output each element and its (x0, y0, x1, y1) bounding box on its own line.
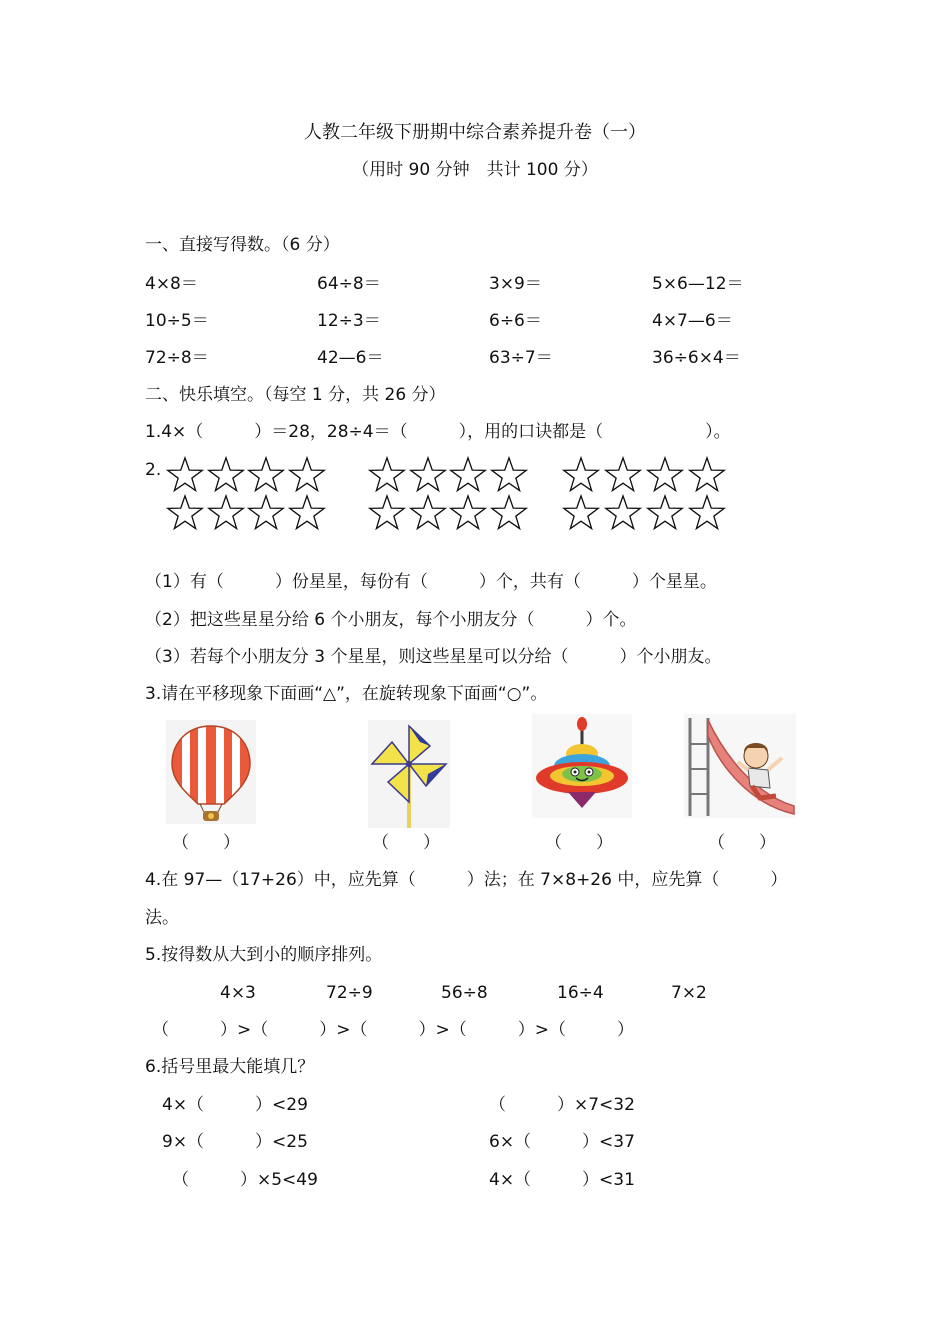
star-icon (207, 494, 245, 532)
star-icon (368, 456, 406, 494)
section1-heading: 一、直接写得数。（6 分） (145, 235, 340, 255)
star-icon (646, 494, 684, 532)
star-icon (409, 456, 447, 494)
q5-order-blanks[interactable]: （ ）>（ ）>（ ）>（ ）>（ ） (152, 1020, 634, 1040)
calc-item: 12÷3＝ (317, 311, 381, 331)
hot-air-balloon-icon (166, 720, 256, 824)
star-icon (562, 456, 600, 494)
question-4-line-1: 4.在 97—（17+26）中，应先算（ ）法；在 7×8+26 中，应先算（ ） (145, 870, 788, 890)
star-icon (490, 494, 528, 532)
star-icon (247, 456, 285, 494)
star-icon (688, 494, 726, 532)
star-icon (490, 456, 528, 494)
calc-item: 5×6—12＝ (652, 274, 744, 294)
q6-item[interactable]: 4×（ ）<29 (162, 1095, 308, 1115)
star-icon (207, 456, 245, 494)
q5-item: 72÷9 (326, 983, 373, 1003)
q3-blank-4[interactable]: （ ） (708, 833, 776, 853)
calc-item: 4×8＝ (145, 274, 198, 294)
q6-item[interactable]: （ ）×7<32 (489, 1095, 635, 1115)
q3-blank-1[interactable]: （ ） (172, 833, 240, 853)
question-1: 1.4×（ ）＝28，28÷4＝（ ），用的口诀都是（ ）。 (145, 422, 731, 442)
q6-item[interactable]: 6×（ ）<37 (489, 1132, 635, 1152)
q6-item[interactable]: （ ）×5<49 (172, 1170, 318, 1190)
star-icon (604, 456, 642, 494)
spinning-top-icon (532, 714, 632, 818)
star-group-3 (562, 456, 730, 534)
calc-item: 42—6＝ (317, 348, 384, 368)
star-icon (166, 456, 204, 494)
star-icon (288, 494, 326, 532)
question-4-line-2: 法。 (145, 908, 179, 928)
pinwheel-icon (368, 720, 450, 828)
star-icon (449, 494, 487, 532)
q3-blank-3[interactable]: （ ） (545, 833, 613, 853)
question-2-label: 2. (145, 460, 162, 480)
calc-item: 36÷6×4＝ (652, 348, 741, 368)
star-group-2 (368, 456, 530, 534)
q6-item[interactable]: 4×（ ）<31 (489, 1170, 635, 1190)
q5-item: 7×2 (671, 983, 707, 1003)
page-title: 人教二年级下册期中综合素养提升卷（一） (304, 122, 646, 143)
child-on-slide-icon (684, 714, 796, 818)
question-3: 3.请在平移现象下面画“△”，在旋转现象下面画“○”。 (145, 684, 548, 704)
q5-item: 56÷8 (441, 983, 488, 1003)
star-icon (562, 494, 600, 532)
page-subtitle: （用时 90 分钟 共计 100 分） (352, 160, 598, 180)
star-icon (409, 494, 447, 532)
q3-blank-2[interactable]: （ ） (372, 833, 440, 853)
q5-item: 4×3 (220, 983, 256, 1003)
star-icon (449, 456, 487, 494)
question-6: 6.括号里最大能填几？ (145, 1057, 315, 1077)
calc-item: 10÷5＝ (145, 311, 209, 331)
star-group-1 (166, 456, 328, 534)
calc-item: 3×9＝ (489, 274, 542, 294)
question-2-sub-3: （3）若每个小朋友分 3 个星星，则这些星星可以分给（ ）个小朋友。 (145, 647, 722, 667)
star-icon (368, 494, 406, 532)
star-icon (166, 494, 204, 532)
section2-heading: 二、快乐填空。（每空 1 分，共 26 分） (145, 385, 446, 405)
calc-item: 4×7—6＝ (652, 311, 733, 331)
star-icon (604, 494, 642, 532)
calc-item: 6÷6＝ (489, 311, 542, 331)
calc-item: 64÷8＝ (317, 274, 381, 294)
calc-item: 63÷7＝ (489, 348, 553, 368)
question-2-sub-1: （1）有（ ）份星星，每份有（ ）个，共有（ ）个星星。 (145, 572, 717, 592)
star-icon (247, 494, 285, 532)
star-icon (646, 456, 684, 494)
calc-item: 72÷8＝ (145, 348, 209, 368)
q6-item[interactable]: 9×（ ）<25 (162, 1132, 308, 1152)
question-5: 5.按得数从大到小的顺序排列。 (145, 945, 383, 965)
star-icon (288, 456, 326, 494)
question-2-sub-2: （2）把这些星星分给 6 个小朋友，每个小朋友分（ ）个。 (145, 610, 637, 630)
q5-item: 16÷4 (557, 983, 604, 1003)
star-icon (688, 456, 726, 494)
